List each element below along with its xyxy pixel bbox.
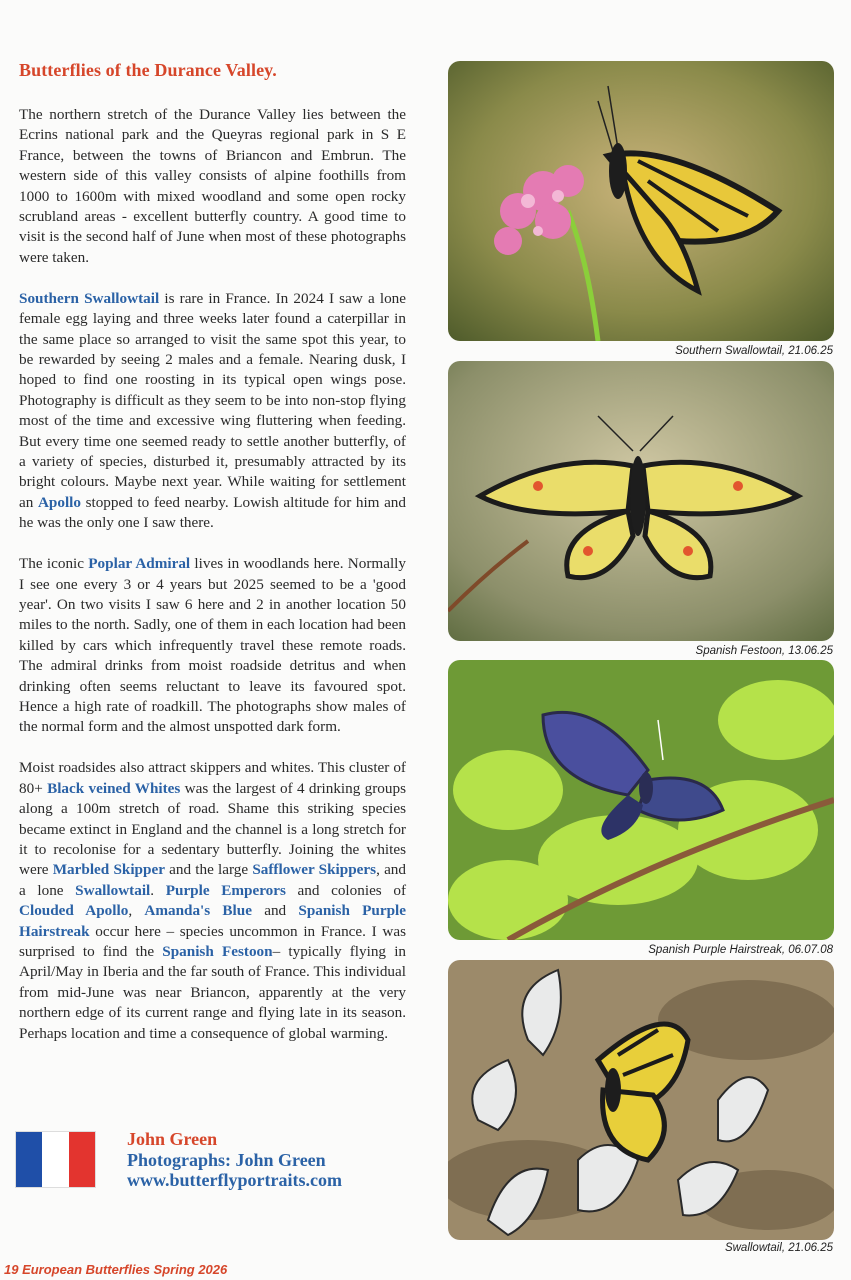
species-name: Marbled Skipper [52, 861, 165, 879]
credits-block [127, 1129, 342, 1191]
body-text: and [251, 902, 299, 920]
species-name: Spanish Purple Hairstreak [19, 902, 406, 940]
body-text: and the large [164, 861, 253, 879]
paragraph-roadside [19, 758, 406, 1044]
paragraph-intro: The northern stretch of the Durance Valley lies between the Ecrins national park and the Queyras regional park in S E France, between the towns of Briancon and Embrun. The western side of this valley consists of alpine foothills from 1000 to 1600m with mixed woodland and some open rocky scrubland areas - excellent butterfly country. A good time to visit is the second half of June when most of these photographs were taken. [19, 106, 406, 266]
caption-spanish-festoon: Spanish Festoon, 13.06.25 [695, 645, 833, 657]
body-text: , and a lone [19, 861, 406, 899]
species-name: Apollo [37, 493, 81, 511]
species-name: Poplar Admiral [88, 555, 191, 573]
photo-southern-swallowtail [448, 61, 834, 341]
body-text: Moist roadsides also attract skippers and whites. This cluster of 80+ [19, 759, 406, 797]
body-text: stopped to feed nearby. Lowish altitude for him and he was the only one I saw there. [19, 493, 406, 532]
article-title: Butterflies of the Durance Valley. [19, 60, 277, 80]
body-text: was the largest of 4 drinking groups along a 100m stretch of road. Shame this striking species became extinct in England and the channel is a long stretch for it to recolonise for a sedentary butterfly. Joining the whites were [19, 779, 406, 879]
body-text: – typically flying in April/May in Iberia and the far south of France. This individual from mid-June was near Briancon, apparently at the very northern edge of its current range and flying late in its season. Perhaps location and time a consequence of global warming. [19, 942, 407, 1042]
species-name: Amanda's Blue [144, 902, 252, 920]
species-name: Safflower Skippers [252, 861, 377, 879]
photo-spanish-purple-hairstreak [448, 660, 834, 940]
caption-southern-swallowtail: Southern Swallowtail, 21.06.25 [675, 345, 833, 357]
body-text: is rare in France. In 2024 I saw a lone female egg laying and three weeks later found a caterpillar in the same place so arranged to visit the same spot this year, to be rewarded by seeing 2 males and a female. Nearing dusk, I hoped to find one roosting in its typical open wings pose. Photography is difficult as they seem to be into non-stop flying most of the time and excessive wing fluttering when feeding. But every time one seemed ready to settle another butterfly, of a variety of species, disturbed it, presumably attracted by its bright colours. Maybe next year. While waiting for settlement an [19, 289, 406, 511]
website-link[interactable]: www.butterflyportraits.com [127, 1170, 342, 1190]
species-name: Spanish Festoon [162, 942, 273, 960]
body-text: occur here – species uncommon in France. I was surprised to find the [19, 922, 406, 960]
caption-swallowtail: Swallowtail, 21.06.25 [724, 1242, 833, 1254]
photo-swallowtail [448, 960, 834, 1240]
species-name: Swallowtail [75, 881, 151, 899]
article-column [19, 60, 406, 1044]
species-name: Southern Swallowtail [19, 289, 160, 307]
body-text: The iconic [19, 555, 89, 573]
species-name: Purple Emperors [165, 881, 286, 899]
caption-spanish-purple-hairstreak: Spanish Purple Hairstreak, 06.07.08 [648, 944, 833, 956]
body-text: , [128, 902, 145, 920]
page-footer: 19 European Butterflies Spring 2026 [4, 1262, 228, 1277]
photo-credit: Photographs: John Green [127, 1149, 326, 1170]
paragraph-southern-swallowtail [19, 289, 406, 534]
french-flag [16, 1132, 95, 1187]
author-name: John Green [127, 1129, 218, 1149]
photo-spanish-festoon [448, 361, 834, 641]
paragraph-poplar-admiral [19, 554, 406, 738]
body-text: and colonies of [285, 881, 407, 899]
body-text: lives in woodlands here. Normally I see one every 3 or 4 years but 2025 seemed to be a 'good year'. On two visits I saw 6 here and 2 in another location 50 miles to the north. Sadly, one of them in each location had been killed by cars which infrequently travel these remote roads. The admiral drinks from moist roadside detritus and when drinking often seems reluctant to leave its favoured spot. Hence a high rate of roadkill. The photographs show males of the normal form and the almost unspotted dark form. [19, 555, 406, 736]
species-name: Clouded Apollo [19, 902, 129, 920]
species-name: Black veined Whites [47, 779, 181, 797]
body-text: . [150, 881, 166, 899]
